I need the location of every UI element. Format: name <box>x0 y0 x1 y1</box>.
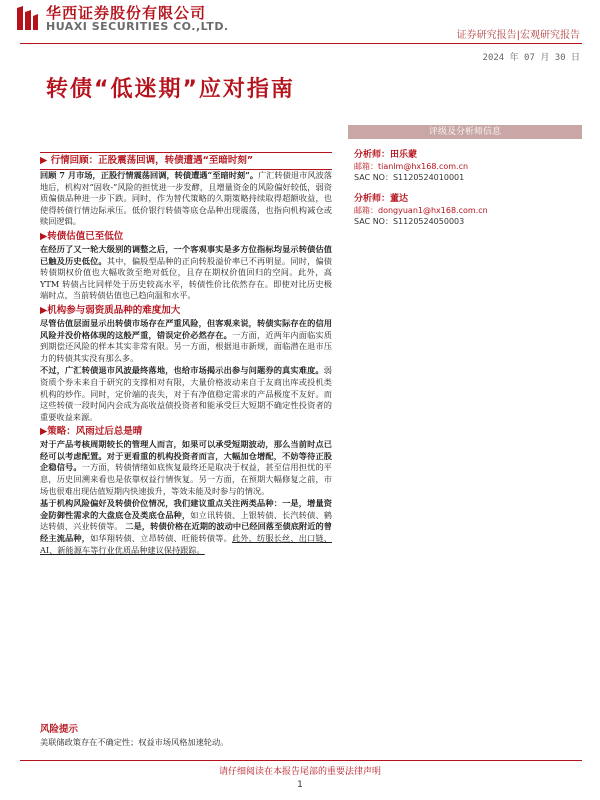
bold-lead: 回顾 7 月市场，正股行情震荡回调，转债遭遇“至暗时刻”。 <box>40 170 259 180</box>
analyst-name: 分析师：董达 <box>354 194 409 204</box>
paragraph-text: 其中，偏股型品种的正向转股溢价率已不再明显。同时，偏债转债期权价值也大幅收敛至绝对低位，且存在期权价值回归的空间。此外，高 YTM 转债占比同样处于历史较高水平，转债性价比依然存在。即使对比历史极端时点，当前转债估值也已趋向温和水平。 <box>40 255 332 301</box>
paragraph <box>40 244 332 302</box>
paragraph <box>40 365 332 423</box>
section-heading-valuation: ▶转债估值已至低位 <box>40 230 124 242</box>
paragraph <box>40 439 332 497</box>
paragraph-text: 一方面，转债情绪如底恢复最终还是取决于权益，甚至信用担忧的平息，历史回溯来看也是依靠权益行情恢复。另一方面，在预期大幅修复之前，市场也很难出现估值短期内快速拔升，等效未能及时参与的情况。 <box>40 462 332 496</box>
report-body <box>40 150 332 557</box>
section-heading-strategy: ▶策略：风雨过后总是晴 <box>40 426 143 438</box>
bold-lead: 对于产品考核周期较长的管理人而言，如果可以承受短期波动，那么当前时点已经可以考虑配置。对于更看重的机构投资者而言，大幅加仓增配，不妨等待正股企稳信号。 <box>40 439 332 473</box>
underlined-text: 此外，纺服长丝、出口链、AI、新能源车等行业优质品种建议保持跟踪。 <box>40 533 332 555</box>
paragraph-text: 如华翔转债、立昂转债、旺能转债等。 <box>90 533 232 544</box>
paragraph-text: 弱资质个券未来自于研究的支撑相对有限，大量价格波动来自于友商出库或投机类机构的炒作。同时，定价端的丧失，对于有净值稳定需求的产品极度不友好。而这些转债一段时间内会成为高收益债投资者和能承受巨大短期不确定性投资者的重要收益来源。 <box>40 365 332 422</box>
footer-divider <box>20 760 582 761</box>
company-name-en: HUAXI SECURITIES CO.,LTD. <box>46 20 229 33</box>
bold-lead: 在经历了又一轮大级别的调整之后，一个客观事实是多方位指标均显示转债估值已触及历史低位。 <box>40 243 332 266</box>
analyst-sac: SAC NO：S1120524010001 <box>354 173 465 182</box>
report-header <box>0 0 600 48</box>
analyst-box-title: 评级及分析师信息 <box>348 125 582 139</box>
report-date: 2024 年 07 月 30 日 <box>482 53 580 63</box>
paragraph-text: 如立讯转债、上银转债、长汽转债、鹤达转债、兴业转债等。 <box>40 509 332 532</box>
header-divider <box>20 43 582 44</box>
company-name-cn: 华西证券股份有限公司 <box>46 4 207 22</box>
risk-text: 美联储政策存在不确定性；权益市场风格加速轮动。 <box>40 737 229 747</box>
analyst-email[interactable]: 邮箱：dongyuan1@hx168.com.cn <box>354 206 488 215</box>
bold-lead: 尽管估值层面显示出转债市场存在严重风险，但客观来说，转债实际存在的信用风险并没价格体现的这般严重，错误定价必然存在。 <box>40 317 332 340</box>
risk-section <box>40 724 332 748</box>
report-type: 证券研究报告|宏观研究报告 <box>456 30 580 41</box>
page-number: 1 <box>297 780 303 790</box>
bold-lead: 基于机构风险偏好及转债价位情况，我们建议重点关注两类品种：一是，增量资金防御性需求的大盘底仓及类底仓品种， <box>40 498 332 520</box>
paragraph <box>40 170 332 228</box>
section-heading-weak-credit: ▶机构参与弱资质品种的难度加大 <box>40 304 181 316</box>
paragraph-text: 一方面，近两年内面临实质到期偿还风险的样本其实非常有限。另一方面，根据退市新规，面临潜在退市压力的转债其实没有那么多。 <box>40 329 332 363</box>
huaxi-logo-icon <box>14 4 40 32</box>
analyst-entry <box>348 193 582 227</box>
bold-lead: 二是，转债价格在近期的波动中已经回落至债底附近的曾经主流品种， <box>40 521 332 544</box>
analyst-name: 分析师：田乐蒙 <box>354 150 418 160</box>
bold-lead: 不过，广汇转债退市风波最终落地，也给市场揭示出参与问题券的真实难度。 <box>40 365 324 376</box>
analyst-info-box <box>348 125 582 245</box>
page-title: 转债“低迷期”应对指南 <box>46 77 295 102</box>
analyst-entry <box>348 149 582 183</box>
paragraph-text: 广汇转债退市风波落地后，机构对“固收-”风险的担忧进一步发酵，且增量资金的风险偏好较低，弱资质偏债品种进一步下跌。同时，作为替代策略的久期策略持续取得超额收益，也使得转债行情边际承压。低价银行转债等底仓品种出现震荡，也指向机构减仓或赎回逻辑。 <box>40 170 332 227</box>
section-heading-market-review: ▶ 行情回顾：正股震荡回调，转债遭遇“至暗时刻” <box>40 152 332 170</box>
analyst-email[interactable]: 邮箱：tianlm@hx168.com.cn <box>354 162 469 171</box>
risk-heading: 风险提示 <box>40 724 79 735</box>
legal-notice: 请仔细阅读在本报告尾部的重要法律声明 <box>218 767 381 777</box>
analyst-sac: SAC NO：S1120524050003 <box>354 217 465 226</box>
report-footer <box>0 760 600 800</box>
paragraph <box>40 318 332 364</box>
paragraph <box>40 498 332 556</box>
